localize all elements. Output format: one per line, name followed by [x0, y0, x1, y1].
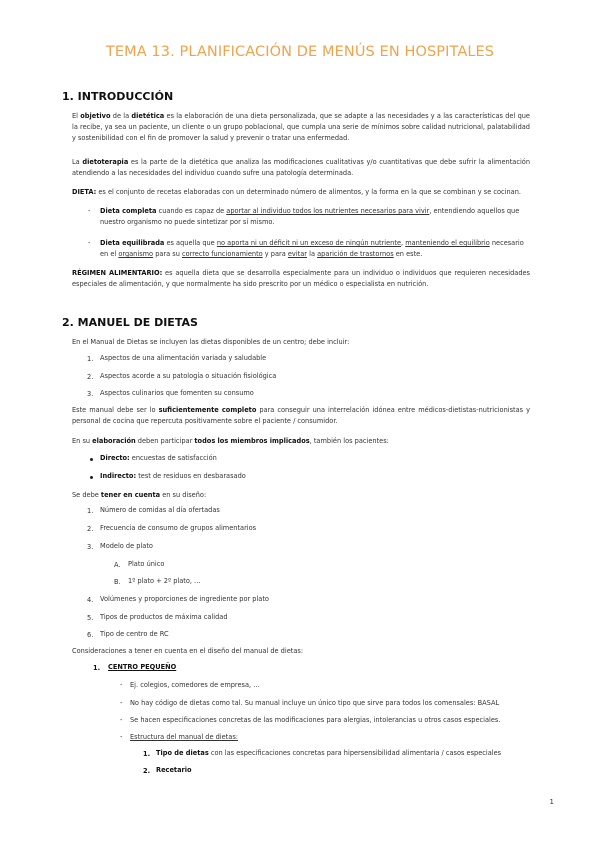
list-item: Aspectos acorde a su patología o situación fisiológica — [100, 372, 277, 380]
list-number: 4. — [87, 596, 94, 604]
paragraph-manual-intro: En el Manual de Dietas se incluyen las dietas disponibles de un centro; debe incluir: — [72, 338, 350, 346]
paragraph-elaboracion: En su elaboración deben participar todos los miembros implicados, también los pacientes: — [72, 437, 389, 445]
list-item: Frecuencia de consumo de grupos alimentarios — [100, 524, 257, 532]
list-item-dieta-equilibrada: Dieta equilibrada es aquella que no aporta ni un déficit ni un exceso de ningún nutriente, manteniendo el equilibrio necesario en el organismo para su correcto funcionamiento y para evitar la aparición de trastornos en este. — [100, 239, 524, 259]
list-number: 2. — [87, 373, 94, 381]
list-item: Número de comidas al día ofertadas — [100, 506, 220, 514]
list-number: 1. — [143, 750, 151, 758]
list-item: Tipos de productos de máxima calidad — [100, 613, 228, 621]
paragraph-suficientemente-completo: Este manual debe ser lo suficientemente completo para conseguir una interrelación idónea entre médicos-dietistas-nutricionistas y personal de cocina que repercuta positivamente sobre el paciente / consumidor. — [72, 406, 530, 426]
paragraph-regimen-alimentario: RÉGIMEN ALIMENTARIO: es aquella dieta que se desarrolla especialmente para un individuo o individuos que requieren necesidades especiales de alimentación, y que normalmente ha sido prescrito por un médico o especialista en nutrición. — [72, 269, 530, 289]
section-heading-manuel-de-dietas: 2. MANUEL DE DIETAS — [62, 316, 198, 329]
bullet-marker — [90, 458, 93, 461]
list-item: Volúmenes y proporciones de ingrediente por plato — [100, 595, 269, 603]
list-number: 2. — [87, 525, 94, 533]
dash-marker: - — [120, 716, 123, 724]
list-item: Aspectos culinarios que fomenten su consumo — [100, 389, 254, 397]
list-item: Aspectos de una alimentación variada y saludable — [100, 354, 267, 362]
dash-marker: - — [120, 733, 123, 741]
list-item: Ej. colegios, comedores de empresa, … — [130, 681, 260, 689]
list-number: 6. — [87, 631, 94, 639]
list-item-recetario: Recetario — [156, 766, 192, 774]
list-number: 1. — [93, 664, 101, 672]
paragraph-consideraciones: Consideraciones a tener en cuenta en el diseño del manual de dietas: — [72, 647, 304, 655]
list-item-indirecto: Indirecto: test de residuos en desbarasado — [100, 472, 246, 480]
section-heading-introduccion: 1. INTRODUCCIÓN — [62, 90, 174, 103]
dash-marker: - — [120, 699, 123, 707]
list-item-directo: Directo: encuestas de satisfacción — [100, 454, 217, 462]
list-item-estructura: Estructura del manual de dietas: — [130, 733, 238, 741]
paragraph-objetivo: El objetivo de la dietética es la elaboración de una dieta personalizada, que se adapte a las necesidades y a las características del que la recibe, ya sea un paciente, un cliente o un grupo poblacional, que cumpla una serie de mínimos sobre calidad nutricional, palatabilidad y sostenibilidad con el fin de promover la salud y prevenir o tratar una enfermedad. — [72, 112, 530, 143]
dash-marker: - — [120, 681, 123, 689]
paragraph-dieta: DIETA: es el conjunto de recetas elaboradas con un determinado número de alimentos, y la forma en la que se combinan y se cocinan. — [72, 188, 521, 196]
dash-marker: - — [88, 207, 91, 215]
list-number: 1. — [87, 507, 94, 515]
document-title: TEMA 13. PLANIFICACIÓN DE MENÚS EN HOSPITALES — [105, 44, 495, 60]
list-item: Plato único — [128, 560, 165, 568]
bullet-marker — [90, 476, 93, 479]
list-number: 3. — [87, 543, 94, 551]
list-item-tipo-de-dietas: Tipo de dietas con las especificaciones concretas para hipersensibilidad alimentaria / casos especiales — [156, 749, 502, 757]
dash-marker: - — [88, 239, 91, 247]
list-item: Modelo de plato — [100, 542, 153, 550]
list-item-centro-pequeno: CENTRO PEQUEÑO — [108, 663, 177, 671]
list-number: 5. — [87, 614, 94, 622]
paragraph-dietoterapia: La dietoterapia es la parte de la dietética que analiza las modificaciones cualitativas y/o cuantitativas que debe sufrir la alimentación atendiendo a las necesidades del individuo cuando sufre una patología determinada. — [72, 158, 531, 178]
list-number: 2. — [143, 767, 151, 775]
list-letter: B. — [114, 578, 121, 586]
list-item: Tipo de centro de RC — [100, 630, 169, 638]
list-item: 1º plato + 2º plato, … — [128, 577, 201, 585]
list-item-dieta-completa: Dieta completa cuando es capaz de aportar al individuo todos los nutrientes necesarios para vivir, entendiendo aquellos que nuestro organismo no puede sintetizar por sí mismo. — [100, 207, 520, 227]
page-number: 1 — [549, 798, 554, 806]
list-item: Se hacen especificaciones concretas de las modificaciones para alergias, intolerancias u otros casos especiales. — [130, 716, 501, 724]
paragraph-tener-en-cuenta: Se debe tener en cuenta en su diseño: — [72, 491, 207, 499]
list-letter: A. — [114, 561, 121, 569]
list-number: 1. — [87, 355, 94, 363]
list-number: 3. — [87, 390, 94, 398]
list-item: No hay código de dietas como tal. Su manual incluye un único tipo que sirve para todos los comensales: BASAL — [130, 699, 500, 707]
